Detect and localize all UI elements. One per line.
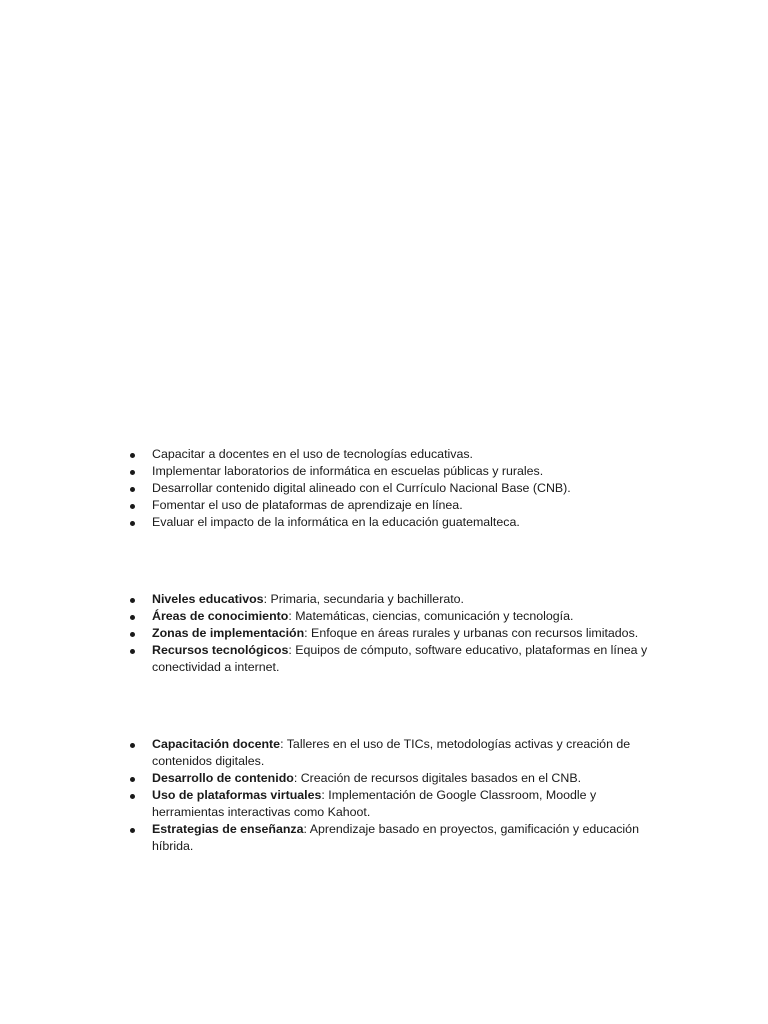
item-term: Niveles educativos — [152, 592, 264, 606]
list-item — [130, 787, 660, 821]
bullet-icon — [130, 453, 135, 458]
item-text: : Matemáticas, ciencias, comunicación y tecnología. — [288, 609, 574, 623]
item-text: : Equipos de cómputo, software educativo, plataformas en línea y conectividad a internet. — [152, 643, 648, 674]
item-text: : Implementación de Google Classroom, Moodle y herramientas interactivas como Kahoot. — [152, 788, 597, 819]
list-item — [130, 608, 660, 625]
item-text: : Enfoque en áreas rurales y urbanas con recursos limitados. — [304, 626, 639, 640]
item-term: Uso de plataformas virtuales — [152, 788, 322, 802]
bullet-icon — [130, 743, 135, 748]
list-item — [130, 770, 660, 787]
item-text: : Creación de recursos digitales basados en el CNB. — [293, 771, 582, 785]
item-text: Evaluar el impacto de la informática en la educación guatemalteca. — [152, 515, 520, 529]
strategies-list — [130, 736, 660, 855]
objectives-list — [130, 446, 660, 531]
bullet-icon — [130, 615, 135, 620]
bullet-icon — [130, 504, 135, 509]
bullet-icon — [130, 470, 135, 475]
bullet-icon — [130, 777, 135, 782]
item-term: Recursos tecnológicos — [152, 643, 289, 657]
item-term: Estrategias de enseñanza — [152, 822, 304, 836]
bullet-icon — [130, 632, 135, 637]
scope-list — [130, 591, 660, 676]
item-text: : Aprendizaje basado en proyectos, gamificación y educación híbrida. — [152, 822, 639, 853]
item-term: Capacitación docente — [152, 737, 281, 751]
item-term: Zonas de implementación — [152, 626, 305, 640]
item-text: : Talleres en el uso de TICs, metodologías activas y creación de contenidos digitales. — [152, 737, 631, 768]
list-item — [130, 625, 660, 642]
bullet-icon — [130, 598, 135, 603]
list-item — [130, 591, 660, 608]
list-item — [130, 642, 660, 676]
list-item — [130, 514, 660, 531]
list-item — [130, 497, 660, 514]
item-term: Desarrollo de contenido — [152, 771, 294, 785]
item-text: Fomentar el uso de plataformas de aprendizaje en línea. — [152, 498, 463, 512]
list-item — [130, 821, 660, 855]
list-item — [130, 463, 660, 480]
item-text: Desarrollar contenido digital alineado con el Currículo Nacional Base (CNB). — [152, 481, 571, 495]
bullet-icon — [130, 794, 135, 799]
item-text: Capacitar a docentes en el uso de tecnologías educativas. — [152, 447, 473, 461]
list-item — [130, 480, 660, 497]
bullet-icon — [130, 487, 135, 492]
bullet-icon — [130, 521, 135, 526]
item-text: Implementar laboratorios de informática en escuelas públicas y rurales. — [152, 464, 544, 478]
list-item — [130, 736, 660, 770]
item-term: Áreas de conocimiento — [152, 609, 289, 623]
list-item — [130, 446, 660, 463]
bullet-icon — [130, 828, 135, 833]
bullet-icon — [130, 649, 135, 654]
item-text: : Primaria, secundaria y bachillerato. — [263, 592, 464, 606]
